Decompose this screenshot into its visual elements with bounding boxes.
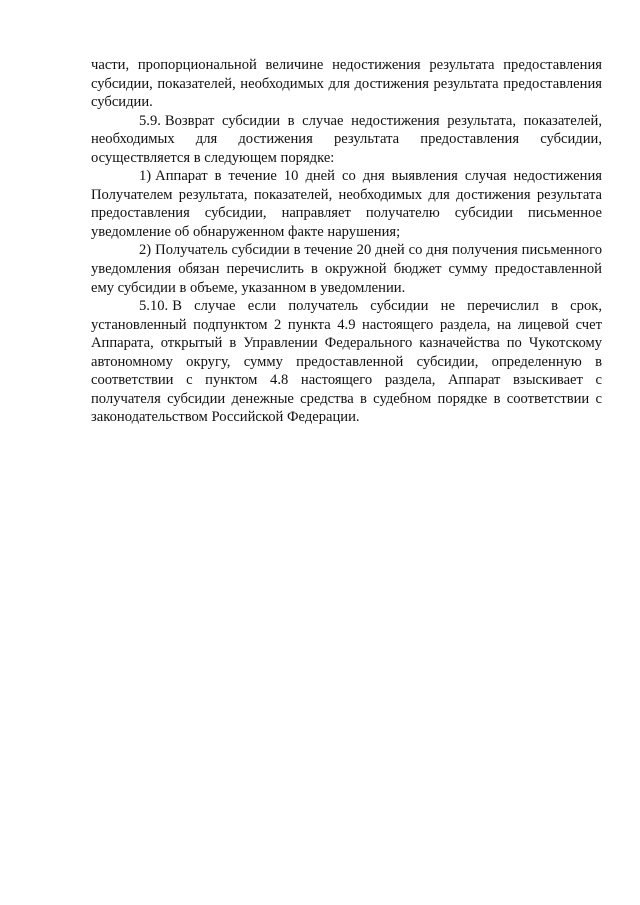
paragraph-5-9-item-1 (91, 167, 602, 241)
paragraph-text: Получатель субсидии в течение 20 дней со дня получения письменного уведомления обязан перечислить в окружной бюджет сумму предоставленной ему субсидии в объеме, указанном в уведомлении. (91, 242, 602, 296)
paragraph-number: 5.10. (139, 298, 169, 315)
paragraph-5-9-item-2 (91, 241, 602, 297)
paragraph-text: Возврат субсидии в случае недостижения результата, показателей, необходимых для достижения результата предоставления субсидии, осуществляется в следующем порядке: (91, 112, 602, 166)
paragraph-continuation (91, 56, 602, 112)
paragraph-number: 1) (139, 168, 152, 185)
paragraph-number: 5.9. (139, 112, 161, 129)
paragraph-5-10 (91, 297, 602, 427)
paragraph-5-9 (91, 112, 602, 168)
document-page (91, 56, 602, 427)
paragraph-text: Аппарат в течение 10 дней со дня выявления случая недостижения Получателем результата, показателей, необходимых для достижения результата предоставления субсидии, направляет получателю субсидии письменное уведомление об обнаруженном факте нарушения; (91, 168, 602, 240)
paragraph-number: 2) (139, 242, 152, 259)
paragraph-text: В случае если получатель субсидии не перечислил в срок, установленный подпунктом 2 пункта 4.9 настоящего раздела, на лицевой счет Аппарата, открытый в Управлении Федерального казначейства по Чукотскому автономному округу, сумму предоставленной субсидии, определенную в соответствии с пунктом 4.8 настоящего раздела, Аппарат взыскивает с получателя субсидии денежные средства в судебном порядке в соответствии с законодательством Российской Федерации. (91, 298, 602, 426)
paragraph-text: части, пропорциональной величине недостижения результата предоставления субсидии, показателей, необходимых для достижения результата предоставления субсидии. (91, 57, 602, 111)
